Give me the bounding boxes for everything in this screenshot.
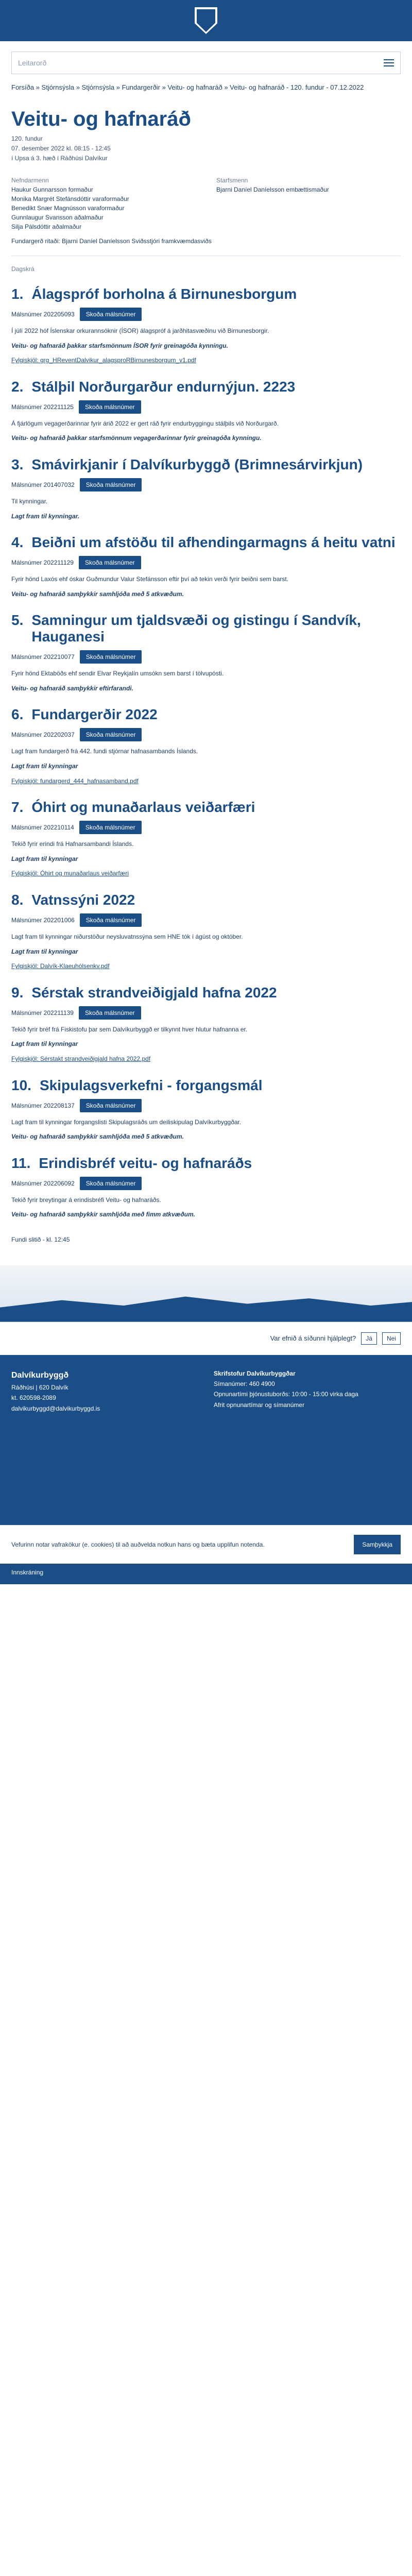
agenda-item-text: Lagt fram fundargerð frá 442. fundi stjórnar hafnasambands Íslands. xyxy=(11,748,198,755)
agenda-item-decision: Lagt fram til kynningar xyxy=(11,762,78,770)
agenda-item-text: Í júlí 2022 hóf Íslenskar orkurannsóknir (ÍSOR) álagspróf á jarðhitasvæðinu við Birnunesborgir. xyxy=(11,327,269,334)
municipality-logo[interactable] xyxy=(195,7,217,34)
feedback-no-button[interactable]: Nei xyxy=(382,1332,401,1345)
agenda-item-decision: Lagt fram til kynningar xyxy=(11,855,78,862)
agenda-item-text: Til kynningar. xyxy=(11,497,48,505)
agenda-item-decision: Veitu- og hafnaráð samþykkir samhljóða með fimm atkvæðum. xyxy=(11,1211,195,1218)
footer-illustration xyxy=(0,1265,412,1322)
footer-email[interactable]: dalvikurbyggd@dalvikurbyggd.is xyxy=(11,1404,100,1412)
agenda-item xyxy=(11,892,401,971)
feedback-bar xyxy=(0,1322,412,1355)
footer-address: Ráðhúsi | 620 Dalvík xyxy=(11,1383,68,1391)
cookie-accept-button[interactable]: Samþykkja xyxy=(354,1535,401,1554)
agenda-item-title: 8. Vatnssýni 2022 xyxy=(11,892,135,908)
agenda-item xyxy=(11,706,401,786)
view-case-button[interactable]: Skoða málsnúmer xyxy=(80,728,142,741)
attendee: Monika Margrét Stefánsdóttir varaformaður xyxy=(11,195,129,203)
attendee: Haukur Gunnarsson formaður xyxy=(11,186,93,194)
feedback-yes-button[interactable]: Já xyxy=(361,1332,377,1345)
footer-hours: Opnunartími þjónustuborðs: 10:00 - 15:00 virka daga xyxy=(214,1391,358,1398)
view-case-button[interactable]: Skoða málsnúmer xyxy=(80,478,142,492)
agenda-item-decision: Veitu- og hafnaráð þakkar starfsmönnum ÍSOR fyrir greinagóða kynningu. xyxy=(11,342,228,349)
agenda-item-title: 11. Erindisbréf veitu- og hafnaráðs xyxy=(11,1155,252,1171)
agenda-item-title: 1. Álagspróf borholna á Birnunesborgum xyxy=(11,285,297,302)
case-number: Málsnúmer 202210114 xyxy=(11,824,74,832)
agenda-item xyxy=(11,799,401,878)
agenda-item-title: 7. Óhirt og munaðarlaus veiðarfæri xyxy=(11,799,255,816)
login-link[interactable]: Innskráning xyxy=(0,1564,412,1584)
cookie-banner xyxy=(0,1525,412,1564)
attachment-link[interactable]: Fylgiskjöl: fundargerd_444_hafnasamband.pdf xyxy=(11,777,139,785)
site-footer xyxy=(0,1355,412,1525)
agenda-item xyxy=(11,1155,401,1219)
attachment-link[interactable]: Fylgiskjöl: Óhirt og munaðarlaus veiðarfæri xyxy=(11,870,129,877)
view-case-button[interactable]: Skoða málsnúmer xyxy=(80,308,142,321)
agenda-item xyxy=(11,456,401,521)
agenda-item-decision: Veitu- og hafnaráð samþykkir samhljóða með 5 atkvæðum. xyxy=(11,590,184,598)
attendees xyxy=(0,176,412,231)
agenda-item xyxy=(11,612,401,693)
view-case-button[interactable]: Skoða málsnúmer xyxy=(80,1177,142,1190)
staff-member: Bjarni Daníel Daníelsson embættismaður xyxy=(216,186,329,194)
view-case-button[interactable]: Skoða málsnúmer xyxy=(79,400,141,414)
agenda-item-decision: Veitu- og hafnaráð samþykkir eftirfarandi. xyxy=(11,684,133,692)
attend-heading: Nefndarmenn xyxy=(11,177,49,184)
agenda-item xyxy=(11,534,401,599)
meeting-date: 07. desember 2022 kl. 08:15 - 12:45 xyxy=(11,144,111,152)
agenda-item-text: Tekið fyrir bréf frá Fiskistofu þar sem Dalvíkurbyggð er tilkynnt hver hlutur hafnanna er. xyxy=(11,1025,248,1033)
attachment-link[interactable]: Fylgiskjöl: grg_HReventDalvikur_alagsproRBirnunesborgum_v1.pdf xyxy=(11,357,196,364)
agenda-heading: Dagskrá xyxy=(11,265,35,273)
view-case-button[interactable]: Skoða málsnúmer xyxy=(80,650,142,664)
meeting-meta xyxy=(0,134,412,164)
attendee: Gunnlaugur Svansson aðalmaður xyxy=(11,214,104,222)
view-case-button[interactable]: Skoða málsnúmer xyxy=(80,913,142,927)
case-number: Málsnúmer 202208137 xyxy=(11,1101,75,1109)
search-bar[interactable] xyxy=(11,52,401,74)
agenda-item-decision: Veitu- og hafnaráð þakkar starfsmönnum vegagerðarinnar fyrir greinagóða kynningu. xyxy=(11,434,262,442)
footer-office-heading: Skrifstofur Dalvíkurbyggðar xyxy=(214,1369,296,1377)
agenda-item-decision: Lagt fram til kynningar xyxy=(11,1040,78,1048)
agenda-item-title: 4. Beiðni um afstöðu til afhendingarmagns á heitu vatni xyxy=(11,534,396,551)
agenda-item xyxy=(11,286,401,365)
footer-kt: kt. 620598-2089 xyxy=(11,1394,56,1402)
case-number: Málsnúmer 202202037 xyxy=(11,731,75,739)
agenda-item-text: Á fjárlögum vegagerðarinnar fyrir árið 2022 er gert ráð fyrir endurbyggingu stálþils við Norðurgarð. xyxy=(11,419,279,427)
footer-link[interactable]: Afrit opnunartímar og símanúmer xyxy=(214,1401,305,1409)
agenda-item-text: Fyrir hönd Ektaböðs ehf sendir Elvar Reykjalín umsókn sem barst í tölvupósti. xyxy=(11,670,224,677)
meeting-location: í Upsa á 3. hæð í Ráðhúsi Dalvíkur xyxy=(11,155,108,162)
agenda-item xyxy=(11,1077,401,1142)
agenda-item-decision: Lagt fram til kynningar xyxy=(11,947,78,955)
agenda-item-title: 5. Samningur um tjaldsvæði og gistingu í Sandvík, Hauganesi xyxy=(11,612,361,645)
attachment-link[interactable]: Fylgiskjöl: Sérstakt strandveiðigjald hafna 2022.pdf xyxy=(11,1055,151,1063)
case-number: Málsnúmer 202211139 xyxy=(11,1009,74,1016)
case-number: Málsnúmer 201407032 xyxy=(11,481,75,488)
agenda-item-text: Lagt fram til kynningar niðurstöður neysluvatnssýna sem HNE tók í ágúst og október. xyxy=(11,933,243,941)
page-title: Veitu- og hafnaráð xyxy=(11,107,191,130)
agenda-item-text: Lagt fram til kynningar forgangslisti Skipulagsráðs um deiliskipulag Dalvíkurbyggðar. xyxy=(11,1118,242,1126)
agenda-item-title: 10. Skipulagsverkefni - forgangsmál xyxy=(11,1077,263,1093)
case-number: Málsnúmer 202211125 xyxy=(11,403,74,411)
cookie-text: Vefurinn notar vafrakökur (e. cookies) til að auðvelda notkun hans og bæta upplifun notenda. xyxy=(11,1540,265,1548)
case-number: Málsnúmer 202205093 xyxy=(11,310,75,318)
view-case-button[interactable]: Skoða málsnúmer xyxy=(79,1006,141,1020)
agenda-item-title: 3. Smávirkjanir í Dalvíkurbyggð (Brimnesárvirkjun) xyxy=(11,456,363,472)
case-number: Málsnúmer 202201006 xyxy=(11,917,75,924)
case-number: Málsnúmer 202210077 xyxy=(11,653,75,661)
agenda-item-title: 9. Sérstak strandveiðigjald hafna 2022 xyxy=(11,984,277,1001)
attachment-link[interactable]: Fylgiskjöl: Dalvík-Klaeuhólsenkv.pdf xyxy=(11,962,110,970)
case-number: Málsnúmer 202211129 xyxy=(11,559,74,567)
view-case-button[interactable]: Skoða málsnúmer xyxy=(79,556,141,569)
agenda-list xyxy=(0,286,412,1219)
agenda-item-title: 2. Stálþil Norðurgarður endurnýjun. 2223 xyxy=(11,378,296,395)
staff-heading: Starfsmenn xyxy=(216,177,248,184)
attendee: Silja Pálsdóttir aðalmaður xyxy=(11,223,82,231)
feedback-question: Var efnið á síðunni hjálplegt? xyxy=(270,1334,356,1343)
footer-name: Dalvíkurbyggð xyxy=(11,1370,69,1380)
agenda-item xyxy=(11,379,401,443)
agenda-item-decision: Veitu- og hafnaráð samþykkir samhljóða með 5 atkvæðum. xyxy=(11,1133,184,1141)
meeting-number: 120. fundur xyxy=(11,134,43,142)
agenda-item-text: Tekið fyrir breytingar á erindisbréfi Veitu- og hafnaráðs. xyxy=(11,1196,161,1204)
search-input[interactable]: Leitarorð xyxy=(18,59,47,67)
case-number: Málsnúmer 202206092 xyxy=(11,1179,75,1187)
agenda-item-text: Fyrir hönd Laxós ehf óskar Guðmundur Valur Stefánsson eftir því að tekin verði fyrir beiðni sem barst. xyxy=(11,575,289,583)
closing-time: Fundi slitið - kl. 12:45 xyxy=(11,1235,70,1243)
menu-icon[interactable] xyxy=(384,59,394,66)
view-case-button[interactable]: Skoða málsnúmer xyxy=(79,821,142,834)
agenda-item-decision: Lagt fram til kynningar. xyxy=(11,512,80,520)
site-header xyxy=(0,0,412,41)
agenda-item-text: Tekið fyrir erindi frá Hafnarsambandi Íslands. xyxy=(11,840,134,848)
view-case-button[interactable]: Skoða málsnúmer xyxy=(80,1099,142,1112)
agenda-item xyxy=(11,985,401,1064)
recorder: Fundargerð ritaði: Bjarni Daníel Daníelsson Sviðsstjóri framkvæmdasviðs xyxy=(11,238,212,245)
agenda-item-title: 6. Fundargerðir 2022 xyxy=(11,706,158,723)
breadcrumb[interactable]: Forsíða » Stjórnsýsla » Stjórnsýsla » Fundargerðir » Veitu- og hafnaráð » Veitu- og hafnaráð - 120. fundur - 07.12.2022 xyxy=(11,83,364,91)
footer-phone: Símanúmer: 460 4900 xyxy=(214,1380,275,1387)
attendee: Benedikt Snær Magnússon varaformaður xyxy=(11,205,125,212)
